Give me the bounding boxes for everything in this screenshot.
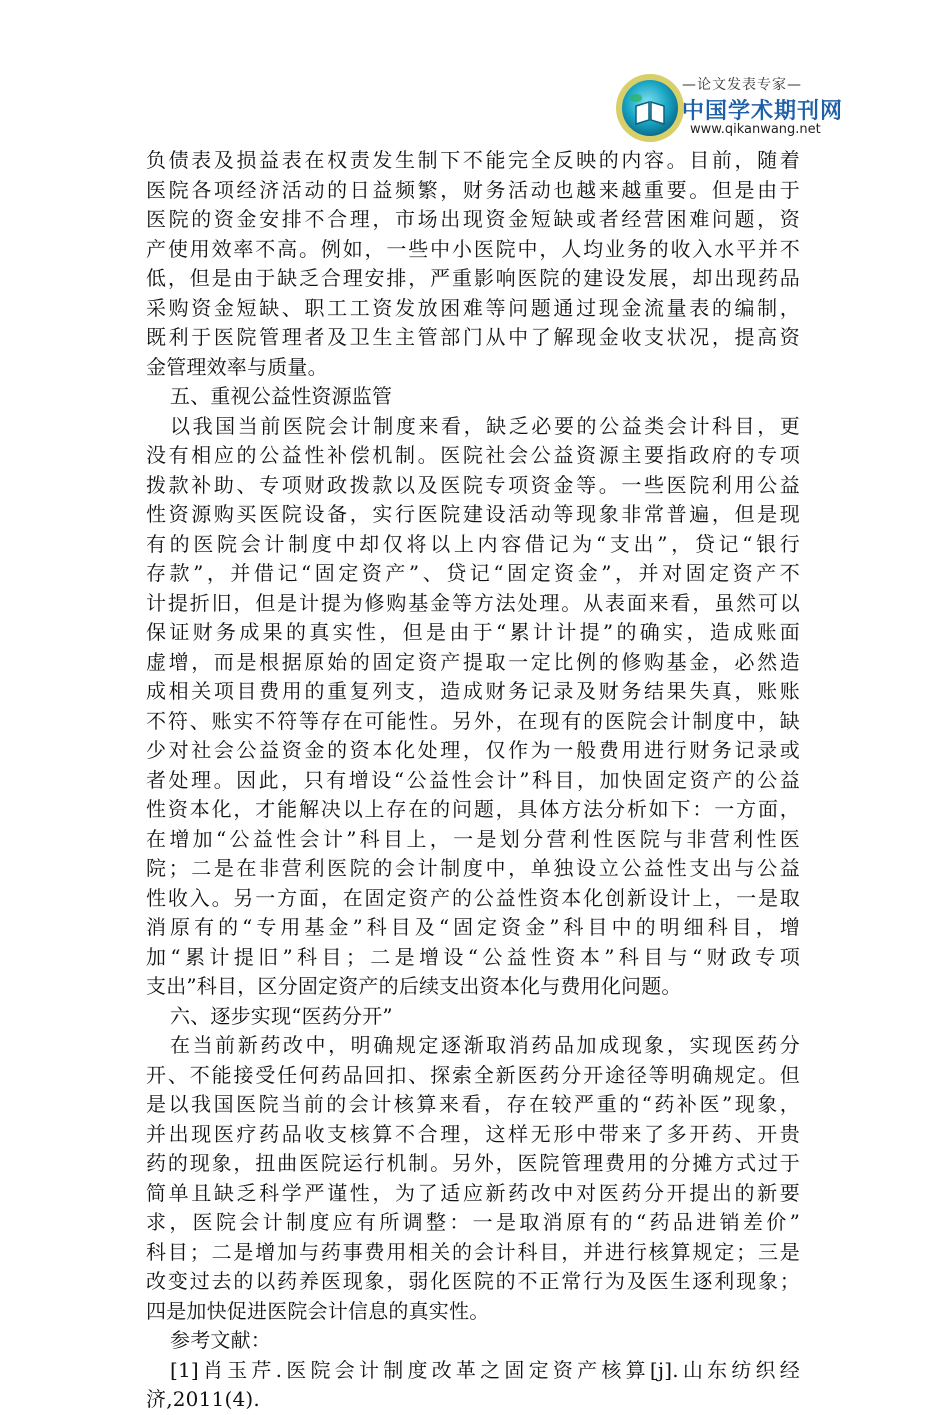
text-line: 在当前新药改中，明确规定逐渐取消药品加成现象，实现医药分 xyxy=(170,1033,800,1057)
text-line: 并出现医疗药品收支核算不合理，这样无形中带来了多开药、开贵 xyxy=(146,1121,800,1146)
text-line: 成相关项目费用的重复列支，造成财务记录及财务结果失真，账账 xyxy=(146,679,800,703)
text-line: 药的现象，扭曲医院运行机制。另外，医院管理费用的分摊方式过于 xyxy=(146,1151,800,1175)
text-line: 性资源购买医院设备，实行医院建设活动等现象非常普遍，但是现 xyxy=(146,502,800,526)
text-line: 求，医院会计制度应有所调整：一是取消原有的“药品进销差价” xyxy=(146,1210,800,1234)
text-line: 性资本化，才能解决以上存在的问题，具体方法分析如下：一方面， xyxy=(146,797,800,821)
logo-url: www.qikanwang.net xyxy=(690,122,821,137)
text-line: 简单且缺乏科学严谨性，为了适应新药改中对医药分开提出的新要 xyxy=(146,1180,800,1205)
text-line: 济,2011(4). xyxy=(146,1387,260,1411)
text-line: 虚增，而是根据原始的固定资产提取一定比例的修购基金，必然造 xyxy=(146,649,800,674)
text-line: 改变过去的以药养医现象，弱化医院的不正常行为及医生逐利现象； xyxy=(146,1269,800,1293)
text-line: 者处理。因此，只有增设“公益性会计”科目，加快固定资产的公益 xyxy=(146,767,800,792)
text-line: 采购资金短缺、职工工资发放困难等问题通过现金流量表的编制， xyxy=(146,295,800,320)
text-line: 低，但是由于缺乏合理安排，严重影响医院的建设发展，却出现药品 xyxy=(146,266,800,290)
text-line: 负债表及损益表在权责发生制下不能完全反映的内容。目前，随着 xyxy=(146,148,800,172)
article-body xyxy=(146,146,800,1415)
text-line: 院；二是在非营利医院的会计制度中，单独设立公益性支出与公益 xyxy=(146,856,800,880)
text-line: 既利于医院管理者及卫生主管部门从中了解现金收支状况，提高资 xyxy=(146,325,800,349)
text-line: 以我国当前医院会计制度来看，缺乏必要的公益类会计科目，更 xyxy=(170,413,800,438)
text-line: 医院各项经济活动的日益频繁，财务活动也越来越重要。但是由于 xyxy=(146,177,800,202)
text-line: 是以我国医院当前的会计核算来看，存在较严重的“药补医”现象， xyxy=(146,1092,800,1116)
text-line: 少对社会公益资金的资本化处理，仅作为一般费用进行财务记录或 xyxy=(146,738,800,762)
text-line: 没有相应的公益性补偿机制。医院社会公益资源主要指政府的专项 xyxy=(146,443,800,467)
text-line: 开、不能接受任何药品回扣、探索全新医药分开途径等明确规定。但 xyxy=(146,1062,800,1087)
logo-name: 中国学术期刊网 xyxy=(682,99,844,124)
journal-logo xyxy=(612,66,844,148)
logo-tagline: —论文发表专家— xyxy=(682,77,802,93)
text-line: 五、重视公益性资源监管 xyxy=(170,384,393,408)
text-line: 六、逐步实现“医药分开” xyxy=(170,1003,393,1028)
text-line: 支出”科目，区分固定资产的后续支出资本化与费用化问题。 xyxy=(146,974,682,998)
text-line: 参考文献： xyxy=(170,1328,271,1352)
text-line: 在增加“公益性会计”科目上，一是划分营利性医院与非营利性医 xyxy=(146,826,800,851)
text-line: [1]肖玉芹.医院会计制度改革之固定资产核算[j].山东纺织经 xyxy=(170,1357,800,1382)
text-line: 金管理效率与质量。 xyxy=(146,354,328,379)
text-line: 科目；二是增加与药事费用相关的会计科目，并进行核算规定；三是 xyxy=(146,1239,800,1264)
text-line: 加“累计提旧”科目；二是增设“公益性资本”科目与“财政专项 xyxy=(146,944,800,969)
text-line: 拨款补助、专项财政拨款以及医院专项资金等。一些医院利用公益 xyxy=(146,472,800,497)
text-line: 存款”，并借记“固定资产”、贷记“固定资金”，并对固定资产不 xyxy=(146,561,800,585)
text-line: 保证财务成果的真实性，但是由于“累计计提”的确实，造成账面 xyxy=(146,620,800,644)
text-line: 消原有的“专用基金”科目及“固定资金”科目中的明细科目，增 xyxy=(146,915,800,939)
text-line: 四是加快促进医院会计信息的真实性。 xyxy=(146,1298,490,1323)
text-line: 产使用效率不高。例如，一些中小医院中，人均业务的收入水平并不 xyxy=(146,236,800,261)
text-line: 计提折旧，但是计提为修购基金等方法处理。从表面来看，虽然可以 xyxy=(146,590,800,615)
text-line: 不符、账实不符等存在可能性。另外，在现有的医院会计制度中，缺 xyxy=(146,708,800,733)
text-line: 医院的资金安排不合理，市场出现资金短缺或者经营困难问题，资 xyxy=(146,207,800,231)
text-line: 性收入。另一方面，在固定资产的公益性资本化创新设计上，一是取 xyxy=(146,885,800,910)
text-line: 有的医院会计制度中却仅将以上内容借记为“支出”，贷记“银行 xyxy=(146,531,800,556)
